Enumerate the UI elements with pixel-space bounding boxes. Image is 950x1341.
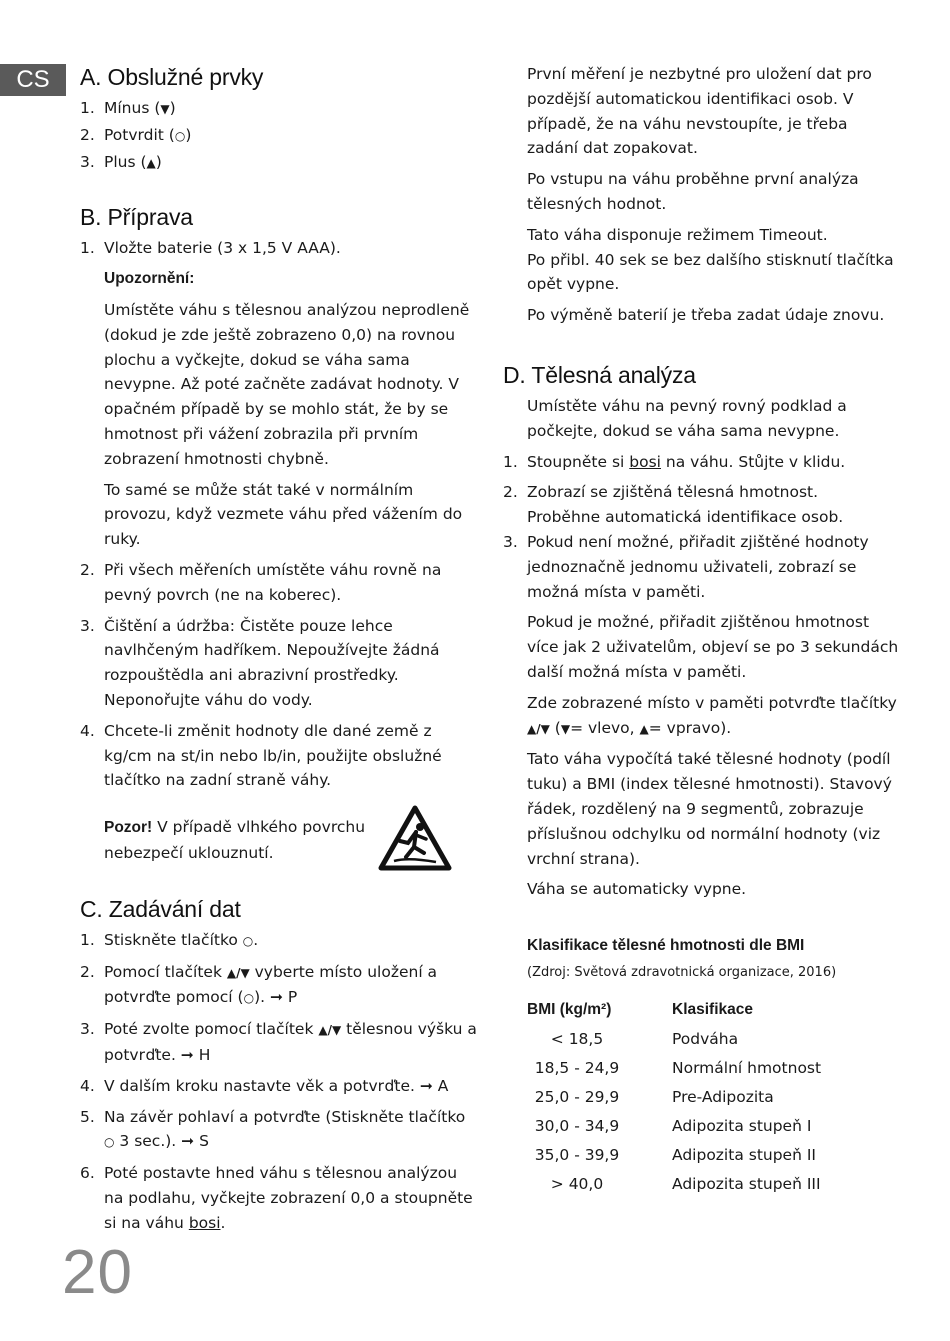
paragraph: Po přibl. 40 sek se bez dalšího stisknutí tlačítka opět vypne. bbox=[527, 250, 894, 294]
item-text: ) bbox=[169, 99, 176, 117]
note-heading: Upozornění: bbox=[104, 270, 195, 288]
item-text: Stoupněte si bbox=[527, 452, 630, 471]
classification-cell: Normální hmotnost bbox=[672, 1058, 822, 1077]
table-row bbox=[527, 1054, 821, 1083]
table-row bbox=[527, 1083, 821, 1112]
confirm-circle-icon: ○ bbox=[104, 1135, 115, 1150]
language-tab: CS bbox=[0, 64, 66, 96]
item-text: tělesnou výšku a potvrďte. ➞ H bbox=[104, 1020, 477, 1064]
item-number: 1. bbox=[80, 99, 95, 117]
warning-body: V případě vlhkého povrchu nebezpečí uklouznutí. bbox=[104, 818, 366, 862]
item-text: Chcete-li změnit hodnoty dle dané země z kg/cm na st/in nebo lb/in, použijte obslužné tlačítko na zadní straně váhy. bbox=[104, 721, 442, 790]
table-row bbox=[527, 1141, 821, 1170]
bmi-range-cell bbox=[527, 1083, 672, 1112]
list-item bbox=[503, 530, 903, 604]
paragraph: Po vstupu na váhu proběhne první analýza tělesných hodnot. bbox=[527, 170, 859, 213]
classification-cell: Adipozita stupeň II bbox=[672, 1145, 816, 1164]
item-text: . bbox=[253, 930, 259, 949]
column-header-bmi: BMI (kg/m²) bbox=[527, 1000, 612, 1018]
left-column bbox=[80, 62, 480, 1241]
section-c-title: C. Zadávání dat bbox=[80, 895, 241, 922]
minus-triangle-icon: ▼ bbox=[160, 102, 170, 116]
classification-cell: Pre-Adipozita bbox=[672, 1087, 774, 1106]
list-item bbox=[80, 558, 480, 608]
item-text: Vložte baterie (3 x 1,5 V AAA). bbox=[104, 239, 341, 258]
item-number: 3. bbox=[80, 616, 95, 635]
note-paragraph: Umístěte váhu s tělesnou analýzou neprodleně (dokud je zde ještě zobrazeno 0,0) na rovnou plochu a vyčkejte, dokud se váha sama nevypne. Až poté začněte zadávat hodnoty. V opačném případě by se mohlo stát, že by se hmotnost při vážení zobrazila při prvním zobrazení hmotnosti chybně. bbox=[104, 300, 470, 468]
item-text: . bbox=[220, 1213, 226, 1232]
paragraph-text: = vlevo, bbox=[570, 718, 640, 737]
bmi-range: < 18,5 bbox=[550, 1029, 604, 1048]
list-item bbox=[80, 928, 480, 954]
list-item bbox=[80, 1105, 480, 1156]
bmi-range: 35,0 - 39,9 bbox=[534, 1145, 620, 1164]
list-item bbox=[80, 960, 480, 1012]
list-item bbox=[80, 1161, 480, 1235]
item-number: 2. bbox=[503, 483, 518, 502]
confirm-circle-icon: ○ bbox=[174, 128, 186, 143]
item-text: Poté zvolte pomocí tlačítek bbox=[104, 1020, 319, 1039]
item-text: Plus ( bbox=[104, 152, 147, 171]
minus-triangle-icon: ▼ bbox=[560, 721, 571, 736]
bmi-table-source: (Zdroj: Světová zdravotnická organizace, 2016) bbox=[527, 964, 837, 980]
paragraph-text: ( bbox=[549, 718, 561, 737]
classification-cell: Adipozita stupeň I bbox=[672, 1116, 812, 1135]
item-text: Poté postavte hned váhu s tělesnou analýzou na podlahu, vyčkejte zobrazení 0,0 a stoupněte si na váhu bbox=[104, 1164, 473, 1232]
bmi-range-cell bbox=[527, 1112, 672, 1141]
item-number: 6. bbox=[80, 1164, 95, 1183]
right-column bbox=[503, 62, 903, 1199]
paragraph: Tato váha disponuje režimem Timeout. bbox=[527, 225, 828, 244]
warning-label: Pozor! bbox=[104, 819, 153, 837]
list-item bbox=[503, 480, 903, 530]
list-item bbox=[80, 150, 480, 176]
confirm-circle-icon: ○ bbox=[242, 933, 254, 948]
slippery-floor-warning-icon bbox=[378, 805, 452, 871]
list-item bbox=[80, 1017, 480, 1068]
paragraph: Váha se automaticky vypne. bbox=[527, 880, 747, 899]
item-number: 1. bbox=[80, 930, 95, 949]
item-text: Pomocí tlačítek bbox=[104, 962, 227, 981]
paragraph: Tato váha vypočítá také tělesné hodnoty (podíl tuku) a BMI (index tělesné hmotnosti). Stavový řádek, rozdělený na 9 segmentů, zobrazuje příslušnou odchylku od normální hodnoty (viz vrchní strana). bbox=[527, 750, 892, 868]
list-item bbox=[503, 450, 903, 475]
section-a-title: A. Obslužné prvky bbox=[80, 64, 264, 90]
note-paragraph: To samé se může stát také v normálním provozu, když vezmete váhu před vážením do ruky. bbox=[104, 480, 463, 549]
bmi-range: 18,5 - 24,9 bbox=[534, 1058, 620, 1077]
list-item bbox=[80, 614, 480, 713]
item-text: V dalším kroku nastavte věk a potvrďte. ➞ A bbox=[104, 1076, 449, 1095]
paragraph bbox=[503, 691, 903, 742]
plus-minus-icon: ▲/▼ bbox=[318, 1023, 342, 1038]
plus-triangle-icon: ▲ bbox=[146, 155, 156, 170]
table-row bbox=[527, 1112, 821, 1141]
paragraph-text: = vpravo). bbox=[648, 718, 732, 737]
page-number: 20 bbox=[62, 1238, 133, 1307]
bmi-range: > 40,0 bbox=[550, 1174, 604, 1193]
item-text: Při všech měřeních umístěte váhu rovně na pevný povrch (ne na koberec). bbox=[104, 560, 442, 604]
item-text: vyberte místo uložení a potvrďte pomocí ( bbox=[104, 962, 438, 1007]
item-text: ) bbox=[155, 152, 162, 171]
bmi-table-title: Klasifikace tělesné hmotnosti dle BMI bbox=[527, 937, 805, 955]
item-number: 2. bbox=[80, 962, 95, 981]
paragraph: Po výměně baterií je třeba zadat údaje znovu. bbox=[527, 306, 885, 325]
bmi-range: 30,0 - 34,9 bbox=[534, 1116, 620, 1135]
column-header-classification: Klasifikace bbox=[672, 1000, 753, 1018]
bmi-range-cell bbox=[527, 1141, 672, 1170]
section-b-title: B. Příprava bbox=[80, 204, 193, 231]
item-number: 1. bbox=[503, 452, 518, 471]
item-text: 3 sec.). ➞ S bbox=[114, 1132, 209, 1151]
item-number: 1. bbox=[80, 239, 95, 258]
bmi-range-cell bbox=[527, 1170, 672, 1199]
classification-cell: Adipozita stupeň III bbox=[672, 1174, 821, 1193]
item-text: ). ➞ P bbox=[254, 988, 298, 1007]
list-item bbox=[80, 123, 480, 149]
list-item bbox=[80, 719, 480, 793]
list-item bbox=[80, 96, 480, 122]
paragraph: První měření je nezbytné pro uložení dat pro pozdější automatickou identifikaci osob. V případě, že na váhu nevstoupíte, je třeba zadání dat zopakovat. bbox=[527, 65, 872, 158]
item-text: Zobrazí se zjištěná tělesná hmotnost. bbox=[527, 483, 819, 502]
item-text: ) bbox=[185, 125, 192, 144]
section-d-title: D. Tělesná analýza bbox=[503, 361, 696, 388]
confirm-circle-icon: ○ bbox=[243, 991, 255, 1006]
classification-cell: Podváha bbox=[672, 1029, 739, 1048]
plus-minus-icon: ▲/▼ bbox=[527, 721, 550, 736]
item-number: 3. bbox=[80, 152, 95, 171]
table-row bbox=[527, 1170, 821, 1199]
bmi-table bbox=[527, 996, 821, 1199]
item-text: Na závěr pohlaví a potvrďte (Stiskněte tlačítko bbox=[104, 1107, 466, 1126]
plus-minus-icon: ▲/▼ bbox=[226, 965, 250, 980]
bmi-range-cell bbox=[527, 1054, 672, 1083]
item-number: 5. bbox=[80, 1107, 95, 1126]
bmi-range: 25,0 - 29,9 bbox=[534, 1087, 620, 1106]
paragraph-text: Zde zobrazené místo v paměti potvrďte tlačítky bbox=[527, 693, 897, 712]
warning-text bbox=[104, 815, 374, 866]
item-text: Čištění a údržba: Čistěte pouze lehce navlhčeným hadříkem. Nepoužívejte žádná rozpouštědla ani abrazivní prostředky. Neponořujte váhu do vody. bbox=[104, 616, 440, 709]
item-text: Pokud není možné, přiřadit zjištěné hodnoty jednoznačně jednomu uživateli, zobrazí se možná místa v paměti. bbox=[527, 532, 869, 601]
item-text: Potvrdit ( bbox=[104, 125, 175, 144]
list-item bbox=[80, 236, 480, 261]
item-number: 2. bbox=[80, 125, 95, 144]
item-text: Proběhne automatická identifikace osob. bbox=[527, 508, 844, 527]
bmi-range-cell bbox=[527, 1025, 672, 1054]
paragraph: Umístěte váhu na pevný rovný podklad a počkejte, dokud se váha sama nevypne. bbox=[527, 396, 847, 440]
item-number: 2. bbox=[80, 560, 95, 579]
item-text: Mínus ( bbox=[104, 99, 161, 117]
item-text: Stiskněte tlačítko bbox=[104, 930, 243, 949]
item-number: 4. bbox=[80, 721, 95, 740]
item-number: 3. bbox=[503, 532, 518, 551]
list-item bbox=[80, 1074, 480, 1099]
item-number: 3. bbox=[80, 1020, 95, 1039]
table-row bbox=[527, 1025, 821, 1054]
item-text: na váhu. Stůjte v klidu. bbox=[661, 452, 846, 471]
underlined-word: bosi bbox=[188, 1213, 221, 1232]
item-number: 4. bbox=[80, 1076, 95, 1095]
plus-triangle-icon: ▲ bbox=[639, 721, 649, 736]
underlined-word: bosi bbox=[629, 452, 661, 471]
paragraph: Pokud je možné, přiřadit zjištěnou hmotnost více jak 2 uživatelům, objeví se po 3 sekundách další možná místa v paměti. bbox=[527, 613, 899, 681]
table-header-row bbox=[527, 996, 821, 1025]
slip-warning bbox=[80, 815, 480, 866]
